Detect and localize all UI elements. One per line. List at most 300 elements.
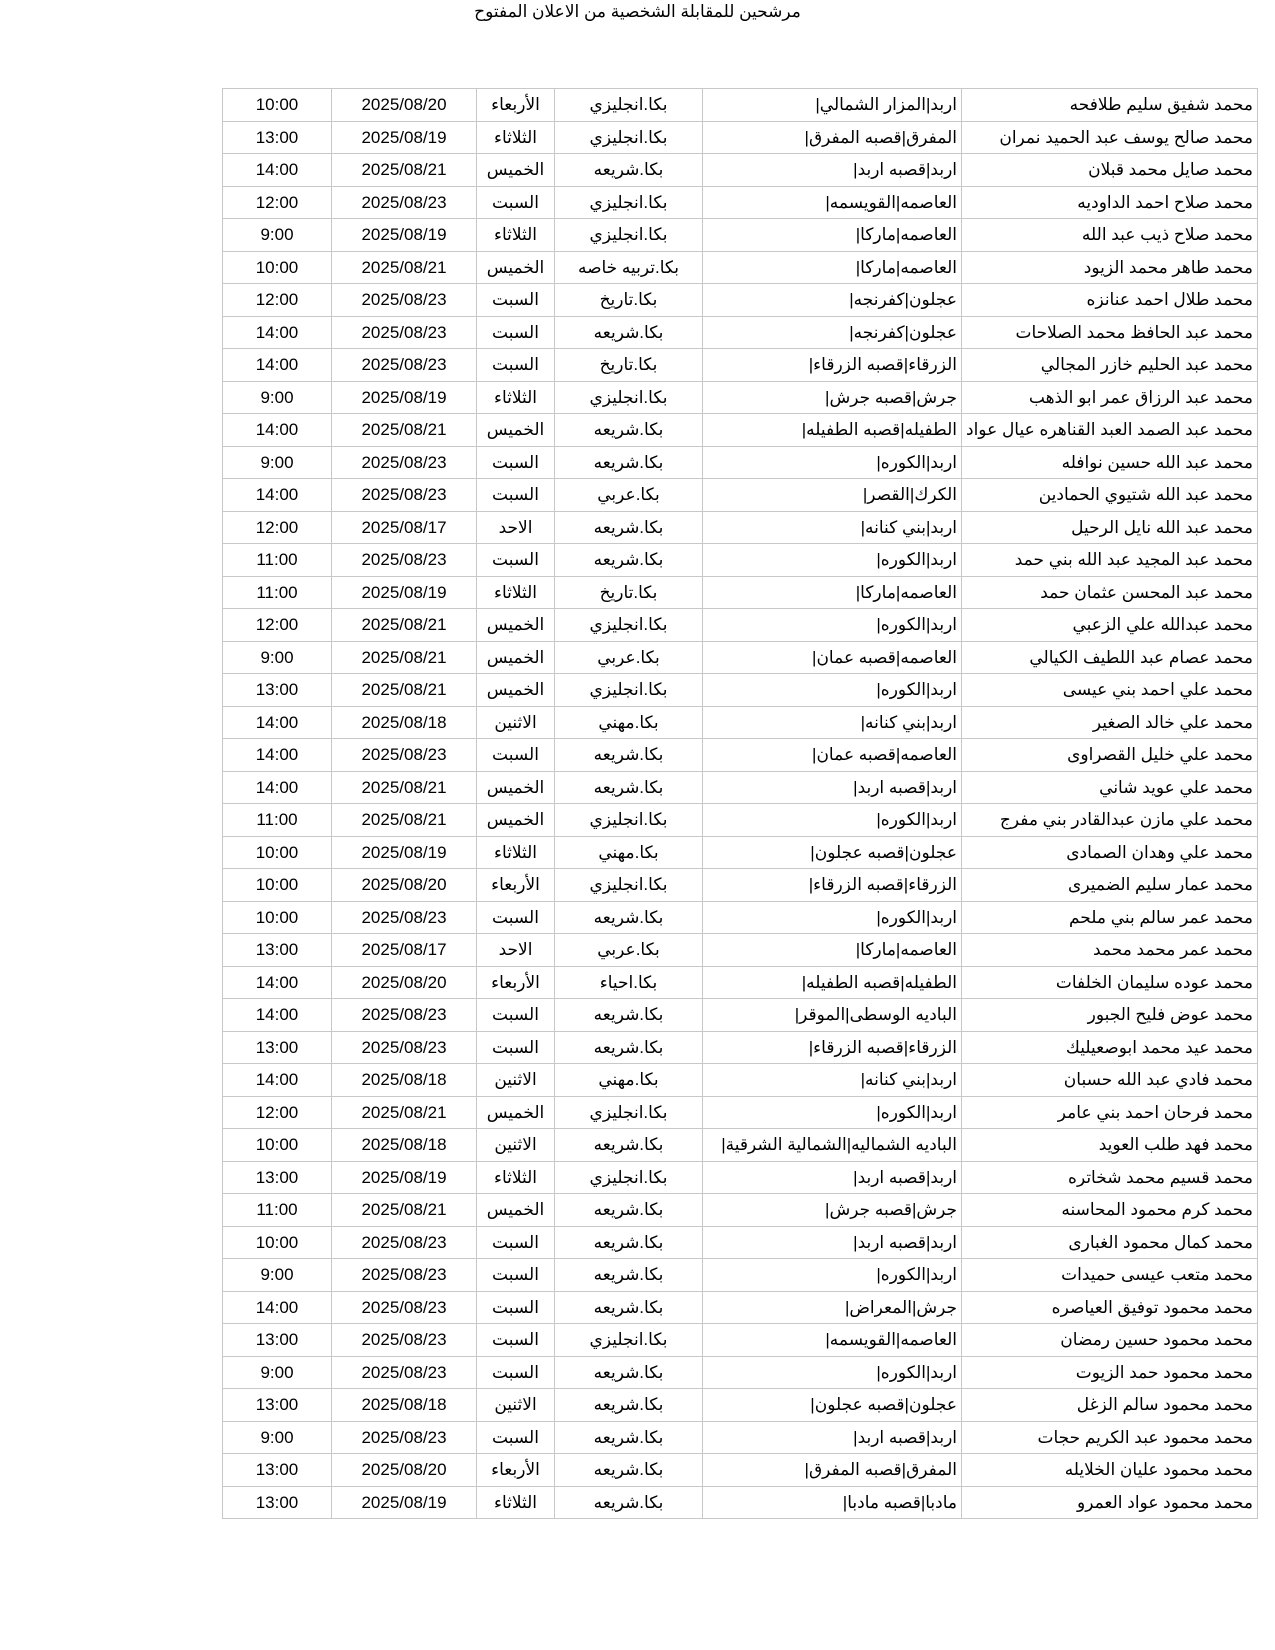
table-row [223, 1096, 1258, 1129]
candidate-name: محمد طاهر محمد الزيود [962, 251, 1258, 284]
interview-day: السبت [477, 1356, 555, 1389]
candidate-name: محمد محمود توفيق العياصره [962, 1291, 1258, 1324]
interview-date: 2025/08/23 [332, 446, 477, 479]
interview-day: الخميس [477, 251, 555, 284]
candidate-location: الزرقاء|قصبه الزرقاء| [703, 349, 962, 382]
table-row [223, 674, 1258, 707]
table-row [223, 609, 1258, 642]
table-row [223, 316, 1258, 349]
candidate-location: جرش|المعراض| [703, 1291, 962, 1324]
table-row [223, 739, 1258, 772]
interview-day: الخميس [477, 804, 555, 837]
interview-date: 2025/08/23 [332, 1291, 477, 1324]
interview-date: 2025/08/23 [332, 739, 477, 772]
candidate-name: محمد محمود عليان الخلايله [962, 1454, 1258, 1487]
interview-date: 2025/08/21 [332, 804, 477, 837]
interview-date: 2025/08/23 [332, 901, 477, 934]
interview-day: الثلاثاء [477, 836, 555, 869]
interview-date: 2025/08/23 [332, 1324, 477, 1357]
candidate-name: محمد متعب عيسى حميدات [962, 1259, 1258, 1292]
interview-time: 13:00 [223, 1324, 332, 1357]
interview-time: 14:00 [223, 414, 332, 447]
table-row [223, 836, 1258, 869]
interview-day: الاحد [477, 934, 555, 967]
candidate-name: محمد فرحان احمد بني عامر [962, 1096, 1258, 1129]
table-row [223, 576, 1258, 609]
interview-day: السبت [477, 999, 555, 1032]
table-row [223, 999, 1258, 1032]
candidate-name: محمد صلاح احمد الداوديه [962, 186, 1258, 219]
table-row [223, 544, 1258, 577]
candidate-location: اربد|الكوره| [703, 804, 962, 837]
candidate-name: محمد محمود حسين رمضان [962, 1324, 1258, 1357]
candidate-location: المفرق|قصبه المفرق| [703, 1454, 962, 1487]
candidate-specialty: بكا.شريعه [555, 901, 703, 934]
interview-day: الثلاثاء [477, 381, 555, 414]
interview-day: الثلاثاء [477, 1486, 555, 1519]
table-row [223, 1064, 1258, 1097]
table-row [223, 186, 1258, 219]
table-row [223, 901, 1258, 934]
interview-date: 2025/08/20 [332, 869, 477, 902]
candidate-specialty: بكا.انجليزي [555, 89, 703, 122]
candidate-specialty: بكا.انجليزي [555, 674, 703, 707]
candidate-name: محمد علي خالد الصغير [962, 706, 1258, 739]
candidate-specialty: بكا.شريعه [555, 414, 703, 447]
interview-day: الخميس [477, 154, 555, 187]
interview-date: 2025/08/21 [332, 251, 477, 284]
interview-time: 13:00 [223, 674, 332, 707]
interview-day: الاثنين [477, 706, 555, 739]
table-row [223, 1291, 1258, 1324]
interview-date: 2025/08/23 [332, 1226, 477, 1259]
interview-date: 2025/08/23 [332, 349, 477, 382]
interview-time: 13:00 [223, 934, 332, 967]
candidate-specialty: بكا.عربي [555, 641, 703, 674]
candidate-location: اربد|الكوره| [703, 1096, 962, 1129]
interview-time: 10:00 [223, 869, 332, 902]
candidate-specialty: بكا.انجليزي [555, 219, 703, 252]
candidate-name: محمد شفيق سليم طلافحه [962, 89, 1258, 122]
candidate-specialty: بكا.شريعه [555, 739, 703, 772]
interview-time: 14:00 [223, 154, 332, 187]
interview-time: 13:00 [223, 121, 332, 154]
candidate-name: محمد محمود حمد الزيوت [962, 1356, 1258, 1389]
interview-day: الأربعاء [477, 869, 555, 902]
candidate-name: محمد صالح يوسف عبد الحميد نمران [962, 121, 1258, 154]
interview-date: 2025/08/18 [332, 1129, 477, 1162]
interview-date: 2025/08/19 [332, 381, 477, 414]
interview-time: 13:00 [223, 1486, 332, 1519]
table-row [223, 479, 1258, 512]
candidate-location: العاصمه|قصبه عمان| [703, 641, 962, 674]
candidate-specialty: بكا.انجليزي [555, 1096, 703, 1129]
candidate-location: اربد|الكوره| [703, 901, 962, 934]
candidate-location: اربد|قصبه اربد| [703, 1226, 962, 1259]
candidate-name: محمد عبد المجيد عبد الله بني حمد [962, 544, 1258, 577]
interview-time: 9:00 [223, 1421, 332, 1454]
interview-time: 10:00 [223, 89, 332, 122]
candidate-name: محمد عبد الله شتيوي الحمادين [962, 479, 1258, 512]
interview-time: 12:00 [223, 186, 332, 219]
candidate-location: الطفيله|قصبه الطفيله| [703, 966, 962, 999]
interview-date: 2025/08/21 [332, 674, 477, 707]
interview-day: الأربعاء [477, 1454, 555, 1487]
interview-time: 10:00 [223, 901, 332, 934]
interview-time: 12:00 [223, 1096, 332, 1129]
table-row [223, 349, 1258, 382]
interview-time: 11:00 [223, 576, 332, 609]
candidate-location: الزرقاء|قصبه الزرقاء| [703, 1031, 962, 1064]
candidate-specialty: بكا.شريعه [555, 1421, 703, 1454]
candidate-specialty: بكا.انجليزي [555, 609, 703, 642]
interview-time: 10:00 [223, 836, 332, 869]
candidates-table [222, 88, 1258, 1519]
table-row [223, 1129, 1258, 1162]
interview-day: السبت [477, 739, 555, 772]
table-row [223, 1226, 1258, 1259]
table-row [223, 284, 1258, 317]
interview-day: الثلاثاء [477, 576, 555, 609]
interview-day: السبت [477, 446, 555, 479]
interview-day: الأربعاء [477, 89, 555, 122]
interview-time: 9:00 [223, 641, 332, 674]
candidate-name: محمد صايل محمد قبلان [962, 154, 1258, 187]
candidate-location: اربد|المزار الشمالي| [703, 89, 962, 122]
candidate-name: محمد فادي عبد الله حسبان [962, 1064, 1258, 1097]
interview-day: الاحد [477, 511, 555, 544]
candidate-name: محمد عبد الحافظ محمد الصلاحات [962, 316, 1258, 349]
candidate-location: الباديه الوسطى|الموقر| [703, 999, 962, 1032]
candidate-location: الباديه الشماليه|الشمالية الشرقية| [703, 1129, 962, 1162]
interview-date: 2025/08/19 [332, 219, 477, 252]
table-row [223, 511, 1258, 544]
candidate-location: اربد|الكوره| [703, 446, 962, 479]
interview-time: 14:00 [223, 349, 332, 382]
candidate-specialty: بكا.شريعه [555, 999, 703, 1032]
candidate-location: العاصمه|قصبه عمان| [703, 739, 962, 772]
interview-time: 10:00 [223, 1226, 332, 1259]
interview-day: السبت [477, 479, 555, 512]
candidate-specialty: بكا.انجليزي [555, 186, 703, 219]
interview-day: الخميس [477, 414, 555, 447]
interview-time: 14:00 [223, 479, 332, 512]
interview-time: 9:00 [223, 1356, 332, 1389]
candidate-specialty: بكا.تربيه خاصه [555, 251, 703, 284]
interview-day: السبت [477, 1291, 555, 1324]
candidate-location: اربد|الكوره| [703, 609, 962, 642]
interview-time: 11:00 [223, 544, 332, 577]
candidate-specialty: بكا.شريعه [555, 446, 703, 479]
candidate-name: محمد عمر محمد محمد [962, 934, 1258, 967]
interview-time: 9:00 [223, 1259, 332, 1292]
interview-day: السبت [477, 1226, 555, 1259]
interview-date: 2025/08/19 [332, 121, 477, 154]
candidate-location: اربد|بني كنانه| [703, 1064, 962, 1097]
interview-date: 2025/08/23 [332, 999, 477, 1032]
candidate-name: محمد عيد محمد ابوصعيليك [962, 1031, 1258, 1064]
interview-date: 2025/08/17 [332, 934, 477, 967]
candidate-specialty: بكا.شريعه [555, 544, 703, 577]
interview-day: السبت [477, 544, 555, 577]
candidate-location: جرش|قصبه جرش| [703, 1194, 962, 1227]
candidate-specialty: بكا.شريعه [555, 1259, 703, 1292]
candidate-name: محمد علي مازن عبدالقادر بني مفرج [962, 804, 1258, 837]
interview-date: 2025/08/21 [332, 1194, 477, 1227]
table-body [223, 89, 1258, 1519]
candidate-location: عجلون|كفرنجه| [703, 316, 962, 349]
interview-day: السبت [477, 901, 555, 934]
interview-time: 13:00 [223, 1389, 332, 1422]
interview-day: السبت [477, 1421, 555, 1454]
interview-time: 14:00 [223, 1291, 332, 1324]
interview-time: 14:00 [223, 999, 332, 1032]
table-row [223, 1259, 1258, 1292]
candidate-name: محمد محمود سالم الزغل [962, 1389, 1258, 1422]
candidate-specialty: بكا.شريعه [555, 1031, 703, 1064]
table-row [223, 706, 1258, 739]
candidate-specialty: بكا.انجليزي [555, 869, 703, 902]
interview-time: 9:00 [223, 381, 332, 414]
candidate-specialty: بكا.انجليزي [555, 121, 703, 154]
interview-date: 2025/08/21 [332, 641, 477, 674]
interview-date: 2025/08/21 [332, 154, 477, 187]
interview-time: 10:00 [223, 251, 332, 284]
table-row [223, 966, 1258, 999]
interview-day: الثلاثاء [477, 1161, 555, 1194]
interview-date: 2025/08/20 [332, 1454, 477, 1487]
interview-date: 2025/08/23 [332, 186, 477, 219]
candidate-location: اربد|بني كنانه| [703, 706, 962, 739]
table-row [223, 1031, 1258, 1064]
interview-time: 13:00 [223, 1031, 332, 1064]
candidate-specialty: بكا.شريعه [555, 1454, 703, 1487]
candidate-specialty: بكا.شريعه [555, 511, 703, 544]
interview-time: 13:00 [223, 1454, 332, 1487]
interview-date: 2025/08/19 [332, 1486, 477, 1519]
candidate-location: عجلون|كفرنجه| [703, 284, 962, 317]
candidate-location: اربد|قصبه اربد| [703, 771, 962, 804]
table-row [223, 804, 1258, 837]
interview-time: 12:00 [223, 609, 332, 642]
interview-time: 14:00 [223, 739, 332, 772]
table-row [223, 641, 1258, 674]
candidate-location: العاصمه|القويسمه| [703, 1324, 962, 1357]
interview-day: الخميس [477, 771, 555, 804]
interview-time: 12:00 [223, 511, 332, 544]
candidate-location: الطفيله|قصبه الطفيله| [703, 414, 962, 447]
interview-day: الخميس [477, 641, 555, 674]
candidate-location: اربد|قصبه اربد| [703, 1161, 962, 1194]
candidate-name: محمد عبد الحليم خازر المجالي [962, 349, 1258, 382]
candidate-name: محمد كمال محمود الغبارى [962, 1226, 1258, 1259]
candidate-location: اربد|قصبه اربد| [703, 1421, 962, 1454]
table-row [223, 1421, 1258, 1454]
interview-time: 13:00 [223, 1161, 332, 1194]
candidate-specialty: بكا.انجليزي [555, 1324, 703, 1357]
candidate-specialty: بكا.شريعه [555, 1291, 703, 1324]
candidate-specialty: بكا.شريعه [555, 771, 703, 804]
interview-date: 2025/08/23 [332, 1031, 477, 1064]
interview-date: 2025/08/21 [332, 414, 477, 447]
candidate-specialty: بكا.شريعه [555, 316, 703, 349]
candidate-specialty: بكا.انجليزي [555, 381, 703, 414]
candidate-specialty: بكا.شريعه [555, 1356, 703, 1389]
candidate-specialty: بكا.مهني [555, 1064, 703, 1097]
candidate-name: محمد عبد المحسن عثمان حمد [962, 576, 1258, 609]
interview-date: 2025/08/21 [332, 1096, 477, 1129]
candidate-specialty: بكا.مهني [555, 706, 703, 739]
interview-day: الاثنين [477, 1389, 555, 1422]
candidate-name: محمد عبد الرزاق عمر ابو الذهب [962, 381, 1258, 414]
table-row [223, 1356, 1258, 1389]
candidate-name: محمد عبد الله نايل الرحيل [962, 511, 1258, 544]
candidate-name: محمد علي خليل القصراوى [962, 739, 1258, 772]
interview-time: 9:00 [223, 219, 332, 252]
page-title: مرشحين للمقابلة الشخصية من الاعلان المفتوح [474, 2, 801, 21]
candidate-specialty: بكا.تاريخ [555, 284, 703, 317]
candidate-location: اربد|الكوره| [703, 1356, 962, 1389]
candidate-name: محمد صلاح ذيب عبد الله [962, 219, 1258, 252]
interview-date: 2025/08/23 [332, 1421, 477, 1454]
candidate-location: عجلون|قصبه عجلون| [703, 836, 962, 869]
candidate-name: محمد علي وهدان الصمادى [962, 836, 1258, 869]
candidate-location: الكرك|القصر| [703, 479, 962, 512]
table-row [223, 1454, 1258, 1487]
candidate-specialty: بكا.مهني [555, 836, 703, 869]
candidate-location: اربد|قصبه اربد| [703, 154, 962, 187]
interview-time: 11:00 [223, 804, 332, 837]
candidate-name: محمد عبد الله حسين نوافله [962, 446, 1258, 479]
interview-date: 2025/08/23 [332, 1259, 477, 1292]
candidate-specialty: بكا.شريعه [555, 1194, 703, 1227]
candidate-specialty: بكا.شريعه [555, 154, 703, 187]
table-row [223, 1161, 1258, 1194]
candidate-specialty: بكا.شريعه [555, 1129, 703, 1162]
interview-day: الاثنين [477, 1129, 555, 1162]
interview-date: 2025/08/20 [332, 89, 477, 122]
interview-date: 2025/08/23 [332, 316, 477, 349]
candidate-specialty: بكا.شريعه [555, 1389, 703, 1422]
candidate-specialty: بكا.انجليزي [555, 1161, 703, 1194]
interview-date: 2025/08/18 [332, 1389, 477, 1422]
candidate-name: محمد قسيم محمد شخاتره [962, 1161, 1258, 1194]
table-row [223, 934, 1258, 967]
table-row [223, 1324, 1258, 1357]
table-row [223, 1194, 1258, 1227]
interview-day: السبت [477, 316, 555, 349]
candidate-location: العاصمه|القويسمه| [703, 186, 962, 219]
interview-day: الأربعاء [477, 966, 555, 999]
candidate-specialty: بكا.عربي [555, 934, 703, 967]
table-row [223, 154, 1258, 187]
candidate-name: محمد علي احمد بني عيسى [962, 674, 1258, 707]
candidate-location: العاصمه|ماركا| [703, 219, 962, 252]
table-row [223, 89, 1258, 122]
interview-date: 2025/08/18 [332, 1064, 477, 1097]
table-row [223, 219, 1258, 252]
interview-date: 2025/08/20 [332, 966, 477, 999]
interview-day: السبت [477, 186, 555, 219]
candidate-location: اربد|بني كنانه| [703, 511, 962, 544]
table-row [223, 771, 1258, 804]
candidate-location: مادبا|قصبه مادبا| [703, 1486, 962, 1519]
table-row [223, 381, 1258, 414]
candidate-name: محمد كرم محمود المحاسنه [962, 1194, 1258, 1227]
interview-date: 2025/08/23 [332, 1356, 477, 1389]
interview-day: السبت [477, 1324, 555, 1357]
interview-day: الاثنين [477, 1064, 555, 1097]
interview-date: 2025/08/17 [332, 511, 477, 544]
interview-time: 14:00 [223, 316, 332, 349]
interview-day: الثلاثاء [477, 121, 555, 154]
interview-time: 14:00 [223, 771, 332, 804]
interview-date: 2025/08/23 [332, 479, 477, 512]
candidate-name: محمد عصام عبد اللطيف الكيالي [962, 641, 1258, 674]
interview-date: 2025/08/21 [332, 609, 477, 642]
candidate-location: اربد|الكوره| [703, 1259, 962, 1292]
candidate-location: العاصمه|ماركا| [703, 251, 962, 284]
candidate-name: محمد عمر سالم بني ملحم [962, 901, 1258, 934]
candidate-name: محمد عوض فليح الجبور [962, 999, 1258, 1032]
interview-day: الخميس [477, 1194, 555, 1227]
candidate-location: اربد|الكوره| [703, 544, 962, 577]
interview-day: السبت [477, 284, 555, 317]
interview-day: الخميس [477, 609, 555, 642]
interview-date: 2025/08/18 [332, 706, 477, 739]
candidate-name: محمد عبد الصمد العبد القناهره عيال عواد [962, 414, 1258, 447]
interview-time: 11:00 [223, 1194, 332, 1227]
candidate-name: محمد عبدالله علي الزعبي [962, 609, 1258, 642]
candidate-location: اربد|الكوره| [703, 674, 962, 707]
candidate-specialty: بكا.شريعه [555, 1486, 703, 1519]
interview-day: السبت [477, 1031, 555, 1064]
candidate-specialty: بكا.تاريخ [555, 576, 703, 609]
candidate-name: محمد محمود عواد العمرو [962, 1486, 1258, 1519]
candidate-location: العاصمه|ماركا| [703, 576, 962, 609]
interview-date: 2025/08/19 [332, 836, 477, 869]
interview-date: 2025/08/23 [332, 544, 477, 577]
interview-day: السبت [477, 1259, 555, 1292]
interview-time: 12:00 [223, 284, 332, 317]
interview-day: السبت [477, 349, 555, 382]
interview-day: الخميس [477, 1096, 555, 1129]
interview-date: 2025/08/19 [332, 576, 477, 609]
interview-time: 10:00 [223, 1129, 332, 1162]
candidate-location: العاصمه|ماركا| [703, 934, 962, 967]
candidate-location: جرش|قصبه جرش| [703, 381, 962, 414]
interview-time: 9:00 [223, 446, 332, 479]
candidate-specialty: بكا.عربي [555, 479, 703, 512]
table-row [223, 1389, 1258, 1422]
table-row [223, 869, 1258, 902]
candidate-location: المفرق|قصبه المفرق| [703, 121, 962, 154]
candidate-name: محمد فهد طلب العويد [962, 1129, 1258, 1162]
candidate-specialty: بكا.تاريخ [555, 349, 703, 382]
candidate-specialty: بكا.انجليزي [555, 804, 703, 837]
interview-date: 2025/08/19 [332, 1161, 477, 1194]
interview-date: 2025/08/23 [332, 284, 477, 317]
interview-day: الثلاثاء [477, 219, 555, 252]
table-row [223, 446, 1258, 479]
candidate-name: محمد عوده سليمان الخلفات [962, 966, 1258, 999]
table-row [223, 121, 1258, 154]
candidate-specialty: بكا.شريعه [555, 1226, 703, 1259]
candidate-location: عجلون|قصبه عجلون| [703, 1389, 962, 1422]
candidate-name: محمد علي عويد شاني [962, 771, 1258, 804]
candidate-name: محمد طلال احمد عنانزه [962, 284, 1258, 317]
table-row [223, 251, 1258, 284]
